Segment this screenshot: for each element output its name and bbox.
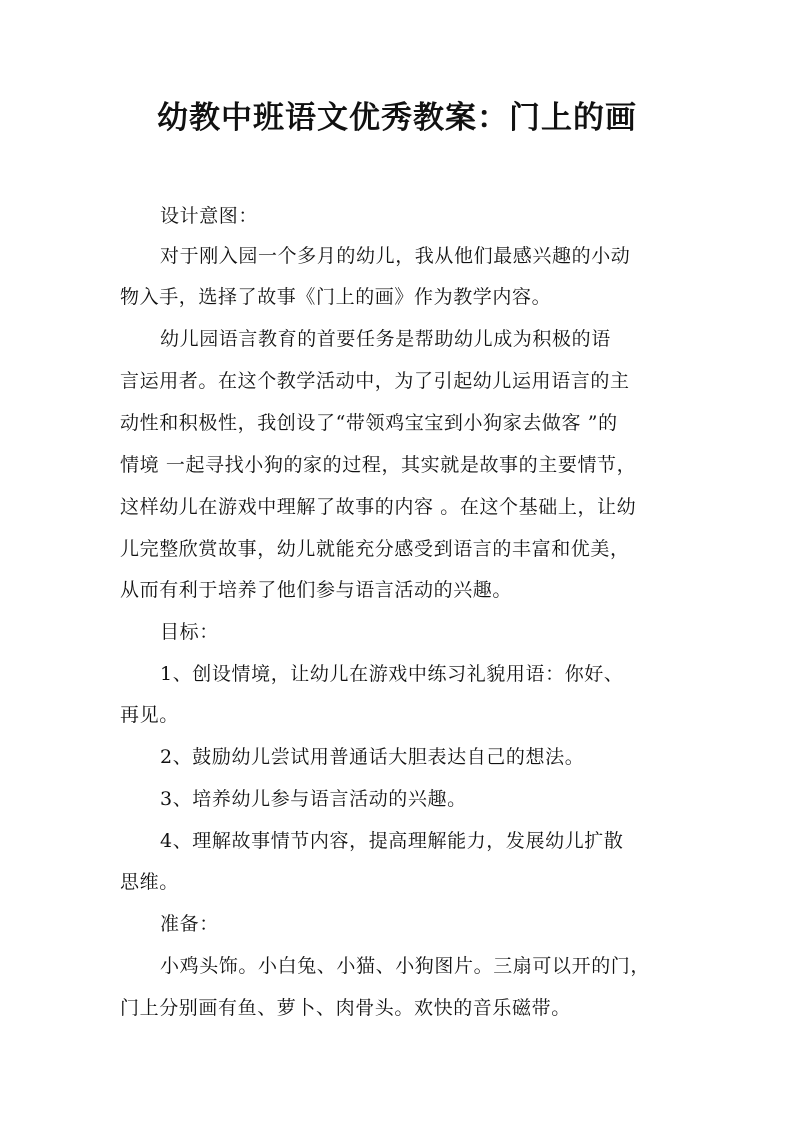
paragraph-line: 从而有利于培养了他们参与语言活动的兴趣。 [120,579,513,601]
paragraph-line: 物入手，选择了故事《门上的画》作为教学内容。 [120,286,552,308]
paragraph-line: 动性和积极性，我创设了“带领鸡宝宝到小狗家去做客 ”的 [120,412,618,434]
goal-item: 4、理解故事情节内容，提高理解能力，发展幼儿扩散 [160,830,624,852]
paragraph-line: 这样幼儿在游戏中理解了故事的内容 。在这个基础上，让幼 [120,496,637,518]
goal-item-continued: 再见。 [120,704,179,726]
paragraph-line: 幼儿园语言教育的首要任务是帮助幼儿成为积极的语 [160,328,611,350]
goal-item-continued: 思维。 [120,871,179,893]
goal-item: 1、创设情境，让幼儿在游戏中练习礼貌用语：你好、 [160,663,624,685]
paragraph-line: 对于刚入园一个多月的幼儿，我从他们最感兴趣的小动 [160,245,631,267]
goal-item: 2、鼓励幼儿尝试用普通话大胆表达自己的想法。 [160,746,585,768]
heading-design-intent: 设计意图： [160,205,259,227]
heading-goals: 目标： [160,621,219,643]
paragraph-line: 言运用者。在这个教学活动中，为了引起幼儿运用语言的主 [120,370,630,392]
paragraph-line: 儿完整欣赏故事，幼儿就能充分感受到语言的丰富和优美， [120,538,630,560]
goal-item: 3、培养幼儿参与语言活动的兴趣。 [160,788,467,810]
heading-preparation: 准备： [160,913,219,935]
document-title: 幼教中班语文优秀教案：门上的画 [157,100,637,136]
paragraph-line: 情境 一起寻找小狗的家的过程，其实就是故事的主要情节， [120,454,637,476]
paragraph-line: 门上分别画有鱼、萝卜、肉骨头。欢快的音乐磁带。 [120,997,571,1019]
paragraph-line: 小鸡头饰。小白兔、小猫、小狗图片。三扇可以开的门， [160,955,651,977]
